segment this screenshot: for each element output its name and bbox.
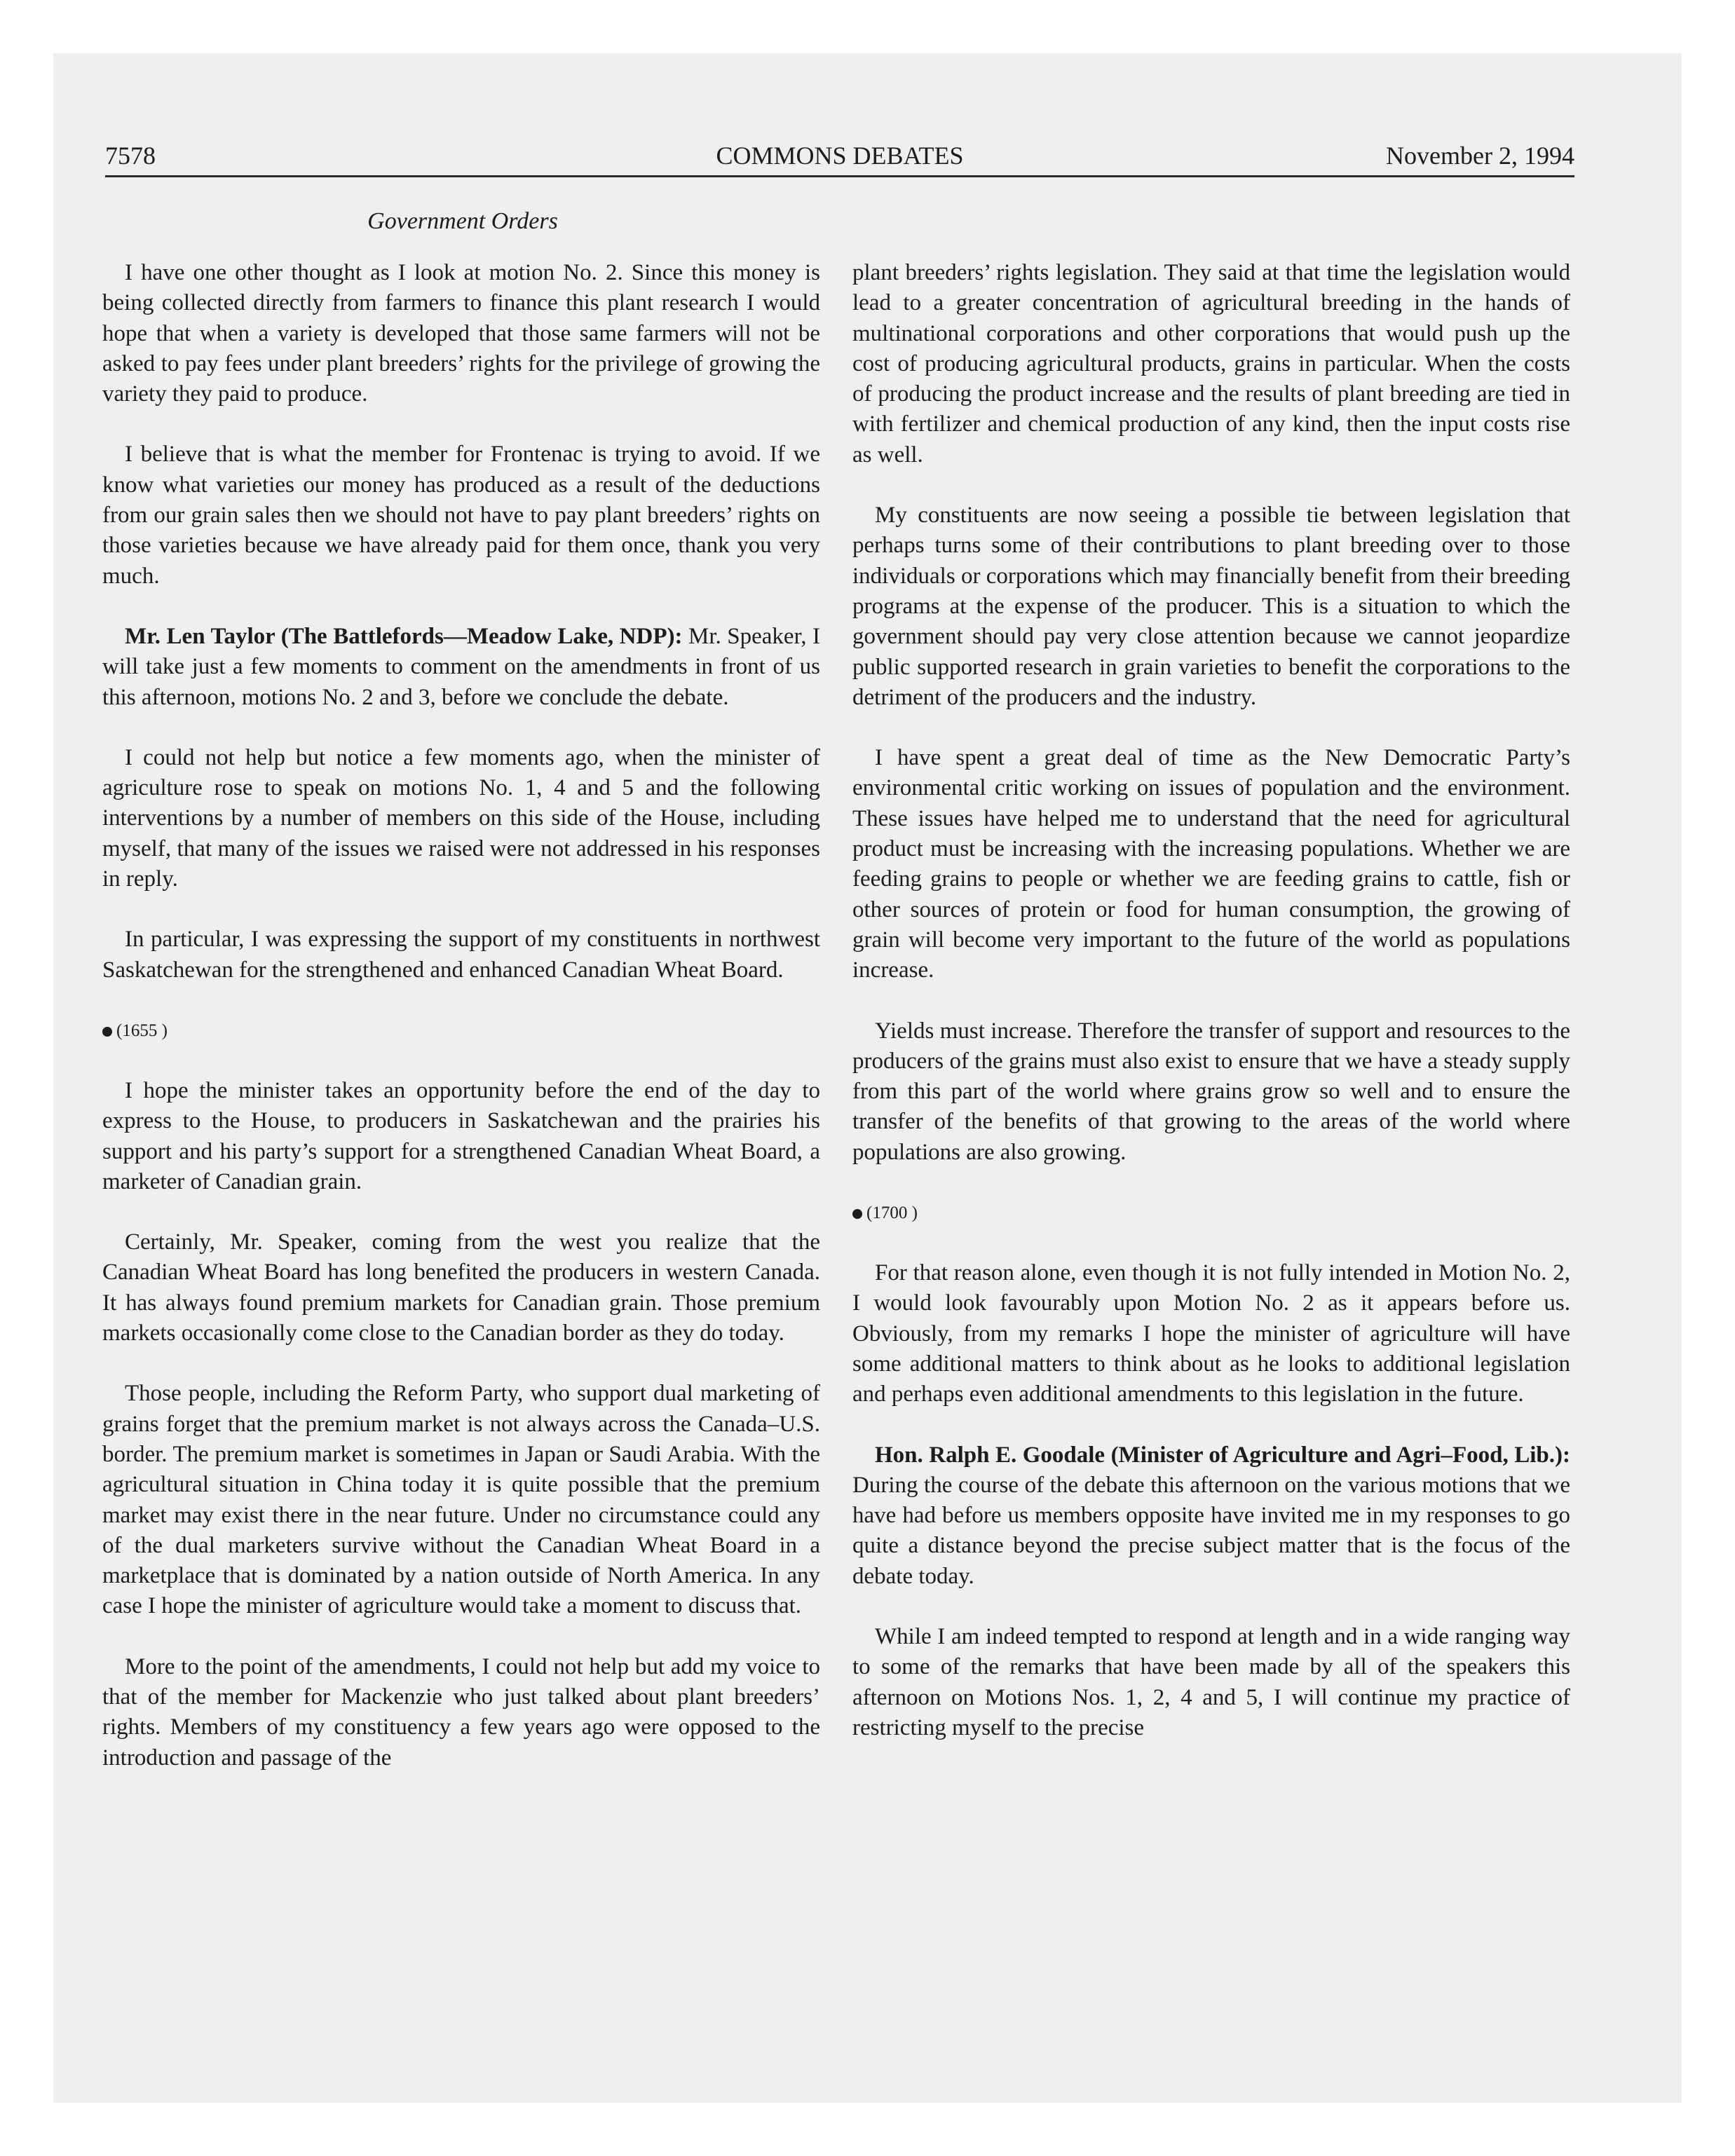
bullet-icon bbox=[852, 1209, 862, 1219]
paragraph: I have one other thought as I look at motion No. 2. Since this money is being collected directly from farmers to finance this plant research I would hope that when a variety is developed that those same farmers will not be asked to pay fees under plant breeders’ rights for the privilege of growing the variety they paid to produce. bbox=[102, 260, 820, 407]
page-header bbox=[105, 137, 1574, 174]
speaker-name: Mr. Len Taylor (The Battlefords—Meadow Lake, NDP): bbox=[125, 623, 683, 649]
paragraph: I believe that is what the member for Frontenac is trying to avoid. If we know what varieties our money has produced as a result of the deductions from our grain sales then we should not have to pay plant breeders’ rights on those varieties because we have already paid for them once, thank you very much. bbox=[102, 442, 820, 589]
paragraph: In particular, I was expressing the support of my constituents in northwest Saskatchewan for the strengthened and enhanced Canadian Wheat Board. bbox=[102, 927, 820, 983]
paragraph: I hope the minister takes an opportunity before the end of the day to express to the House, to producers in Saskatchewan and the prairies his support and his party’s support for a strengthened Canadian Wheat Board, a marketer of Canadian grain. bbox=[102, 1077, 820, 1194]
time-stamp: (1655 ) bbox=[116, 1021, 168, 1040]
left-column bbox=[102, 258, 820, 1803]
paragraph: While I am indeed tempted to respond at length and in a wide ranging way to some of the remarks that have been made by all of the speakers this afternoon on Motions Nos. 1, 2, 4 and 5, I will continue my practice of restricting myself to the precise bbox=[852, 1623, 1570, 1740]
paragraph bbox=[102, 622, 820, 713]
paragraph: I could not help but notice a few moments ago, when the minister of agriculture rose to speak on motions No. 1, 4 and 5 and the following interventions by a number of members on this side of the House, including myself, that many of the issues we raised were not addressed in his responses in reply. bbox=[102, 744, 820, 892]
bullet-icon bbox=[102, 1027, 112, 1037]
time-stamp: (1700 ) bbox=[866, 1203, 918, 1223]
time-marker bbox=[852, 1198, 1570, 1228]
paragraph bbox=[852, 1440, 1570, 1592]
right-column bbox=[852, 258, 1570, 1773]
time-marker bbox=[102, 1016, 820, 1046]
paragraph: I have spent a great deal of time as the New Democratic Party’s environmental critic working on issues of population and the environment. These issues have helped me to understand that the need for agricultural product must be increasing with the increasing populations. Whether we are feeding grains to people or whether we are feeding grains to cattle, fish or other sources of protein or food for human consumption, the growing of grain will become very important to the future of the world as populations increase. bbox=[852, 745, 1570, 983]
speech-text: During the course of the debate this afternoon on the various motions that we have had before us members opposite have invited me in my responses to go quite a distance beyond the precise subject matter that is the focus of the debate today. bbox=[852, 1472, 1570, 1589]
paragraph: More to the point of the amendments, I could not help but add my voice to that of the member for Mackenzie who just talked about plant breeders’ rights. Members of my constituency a few years ago were opposed to the introduction and passage of the bbox=[102, 1653, 820, 1770]
speaker-name: Hon. Ralph E. Goodale (Minister of Agriculture and Agri–Food, Lib.): bbox=[875, 1442, 1570, 1468]
publication-date: November 2, 1994 bbox=[1386, 142, 1574, 170]
paragraph: plant breeders’ rights legislation. They said at that time the legislation would lead to a greater concentration of agricultural breeding in the hands of multinational corporations and other corporations that would push up the cost of producing agricultural products, grains in particular. When the costs of producing the product increase and the results of plant breeding are tied in with fertilizer and chemical production of any kind, then the input costs rise as well. bbox=[852, 260, 1570, 468]
publication-title: COMMONS DEBATES bbox=[716, 142, 964, 170]
page-number: 7578 bbox=[105, 142, 156, 170]
paragraph: My constituents are now seeing a possible tie between legislation that perhaps turns some of their contributions to plant breeding over to those individuals or corporations which may financially benefit from their breeding programs at the expense of the producer. This is a situation to which the government should pay very close attention because we cannot jeopardize public supported research in grain varieties to benefit the corporations to the detriment of the producers and the industry. bbox=[852, 503, 1570, 710]
paragraph: Those people, including the Reform Party, who support dual marketing of grains forget that the premium market is not always across the Canada–U.S. border. The premium market is sometimes in Japan or Saudi Arabia. With the agricultural situation in China today it is quite possible that the premium market may exist there in the near future. Under no circumstance could any of the dual marketers survive without the Canadian Wheat Board in a marketplace that is dominated by a nation outside of North America. In any case I hope the minister of agriculture would take a moment to discuss that. bbox=[102, 1381, 820, 1619]
paragraph: Certainly, Mr. Speaker, coming from the west you realize that the Canadian Wheat Board has long benefited the producers in western Canada. It has always found premium markets for Canadian grain. Those premium markets occasionally come close to the Canadian border as they do today. bbox=[102, 1229, 820, 1346]
paragraph: Yields must increase. Therefore the transfer of support and resources to the producers of the grains must also exist to ensure that we have a steady supply from this part of the world where grains grow so well and to ensure the transfer of the benefits of that growing to the areas of the world where populations are also growing. bbox=[852, 1018, 1570, 1165]
section-title: Government Orders bbox=[367, 208, 558, 234]
speech-text: Mr. Speaker, I will take just a few moments to comment on the amendments in front of us this afternoon, motions No. 2 and 3, before we conclude the debate. bbox=[102, 623, 820, 710]
header-rule bbox=[105, 175, 1574, 177]
paragraph: For that reason alone, even though it is not fully intended in Motion No. 2, I would look favourably upon Motion No. 2 as it appears before us. Obviously, from my remarks I hope the minister of agriculture will have some additional matters to think about as he looks to additional legislation and perhaps even additional amendments to this legislation in the future. bbox=[852, 1260, 1570, 1407]
